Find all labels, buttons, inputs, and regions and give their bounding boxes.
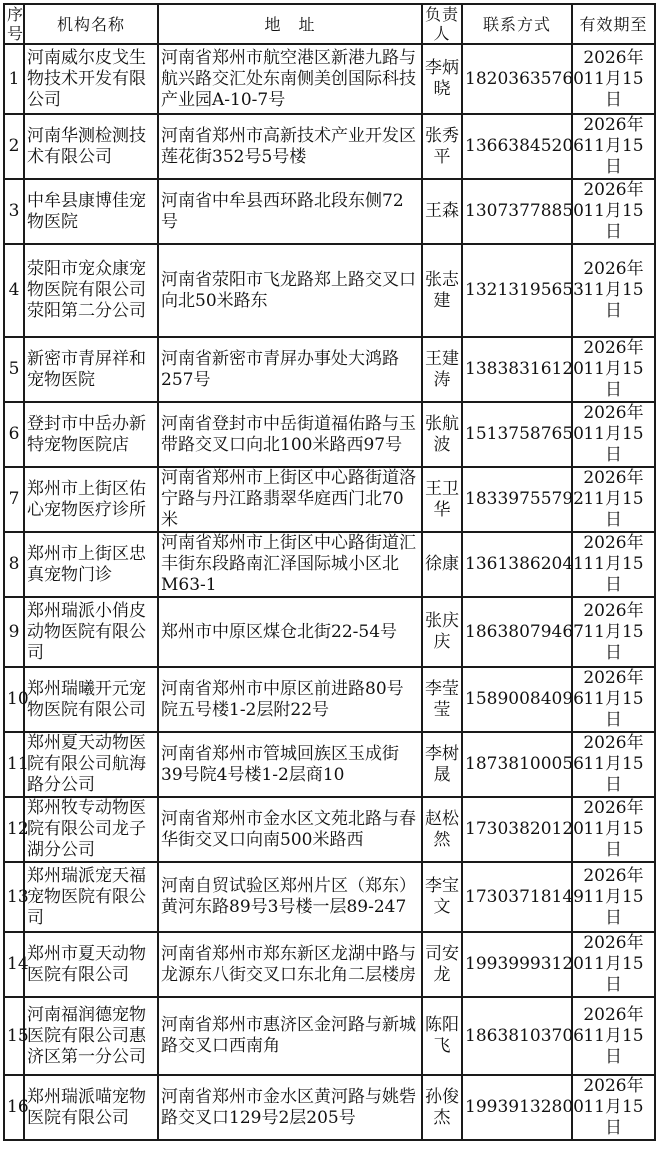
institution-address: 河南自贸试验区郑州片区（郑东）黄河东路89号3号楼一层89-247: [158, 862, 422, 932]
valid-until: 2026年11月15日: [572, 667, 655, 732]
contact-phone: 13613862041: [462, 532, 572, 597]
clinic-registry-table: [3, 3, 656, 1141]
contact-phone: 13213195653: [462, 244, 572, 337]
table-row: [4, 179, 655, 244]
person-in-charge: 张航波: [422, 402, 462, 467]
valid-until: 2026年11月15日: [572, 1075, 655, 1140]
institution-name: 荥阳市宠众康宠物医院有限公司荥阳第二分公司: [24, 244, 158, 337]
row-serial-number: 8: [4, 532, 24, 597]
institution-address: 河南省郑州市管城回族区玉成街39号院4号楼1-2层商10: [158, 732, 422, 797]
row-serial-number: 10: [4, 667, 24, 732]
person-in-charge: 李莹莹: [422, 667, 462, 732]
institution-address: 河南省郑州市上街区中心路街道汇丰街东段路南汇泽国际城小区北M63-1: [158, 532, 422, 597]
contact-phone: 13073778850: [462, 179, 572, 244]
table-row: [4, 532, 655, 597]
header-address: 地 址: [158, 4, 422, 44]
valid-until: 2026年11月15日: [572, 114, 655, 179]
person-in-charge: 徐康: [422, 532, 462, 597]
header-serial-number: 序号: [4, 4, 24, 44]
person-in-charge: 陈阳飞: [422, 997, 462, 1075]
table-body: [4, 44, 655, 1140]
valid-until: 2026年11月15日: [572, 997, 655, 1075]
row-serial-number: 13: [4, 862, 24, 932]
row-serial-number: 12: [4, 797, 24, 862]
institution-address: 河南省荥阳市飞龙路郑上路交叉口向北50米路东: [158, 244, 422, 337]
table-row: [4, 997, 655, 1075]
row-serial-number: 4: [4, 244, 24, 337]
institution-address: 河南省郑州市金水区黄河路与姚砦路交叉口129号2层205号: [158, 1075, 422, 1140]
table-row: [4, 114, 655, 179]
valid-until: 2026年11月15日: [572, 797, 655, 862]
table-row: [4, 1075, 655, 1140]
contact-phone: 17303718149: [462, 862, 572, 932]
institution-address: 河南省登封市中岳街道福佑路与玉带路交叉口向北100米路西97号: [158, 402, 422, 467]
institution-address: 河南省郑州市郑东新区龙湖中路与龙源东八街交叉口东北角二层楼房: [158, 932, 422, 997]
person-in-charge: 王森: [422, 179, 462, 244]
table-row: [4, 732, 655, 797]
contact-phone: 13663845206: [462, 114, 572, 179]
contact-phone: 18339755792: [462, 467, 572, 532]
institution-name: 郑州市上街区忠真宠物门诊: [24, 532, 158, 597]
header-contact: 联系方式: [462, 4, 572, 44]
valid-until: 2026年11月15日: [572, 244, 655, 337]
institution-name: 河南华测检测技术有限公司: [24, 114, 158, 179]
contact-phone: 19939132800: [462, 1075, 572, 1140]
valid-until: 2026年11月15日: [572, 179, 655, 244]
contact-phone: 18738100056: [462, 732, 572, 797]
institution-address: 河南省中牟县西环路北段东侧72号: [158, 179, 422, 244]
row-serial-number: 7: [4, 467, 24, 532]
contact-phone: 15890084096: [462, 667, 572, 732]
institution-name: 新密市青屏祥和宠物医院: [24, 337, 158, 402]
row-serial-number: 9: [4, 597, 24, 667]
person-in-charge: 李树晟: [422, 732, 462, 797]
institution-address: 河南省郑州市高新技术产业开发区莲花街352号5号楼: [158, 114, 422, 179]
person-in-charge: 王建涛: [422, 337, 462, 402]
institution-name: 郑州市上街区佑心宠物医疗诊所: [24, 467, 158, 532]
table-row: [4, 402, 655, 467]
institution-address: 河南省郑州市惠济区金河路与新城路交叉口西南角: [158, 997, 422, 1075]
institution-name: 中牟县康博佳宠物医院: [24, 179, 158, 244]
person-in-charge: 司安龙: [422, 932, 462, 997]
valid-until: 2026年11月15日: [572, 732, 655, 797]
valid-until: 2026年11月15日: [572, 337, 655, 402]
person-in-charge: 王卫华: [422, 467, 462, 532]
institution-address: 河南省郑州市航空港区新港九路与航兴路交汇处东南侧美创国际科技产业园A-10-7号: [158, 44, 422, 114]
institution-name: 河南福润德宠物医院有限公司惠济区第一分公司: [24, 997, 158, 1075]
contact-phone: 18638103706: [462, 997, 572, 1075]
row-serial-number: 2: [4, 114, 24, 179]
table-row: [4, 667, 655, 732]
contact-phone: 18203635760: [462, 44, 572, 114]
table-row: [4, 597, 655, 667]
person-in-charge: 李宝文: [422, 862, 462, 932]
table-row: [4, 44, 655, 114]
institution-name: 河南威尔皮戈生物技术开发有限公司: [24, 44, 158, 114]
valid-until: 2026年11月15日: [572, 862, 655, 932]
institution-name: 郑州夏天动物医院有限公司航海路分公司: [24, 732, 158, 797]
table-row: [4, 932, 655, 997]
person-in-charge: 孙俊杰: [422, 1075, 462, 1140]
table-row: [4, 467, 655, 532]
valid-until: 2026年11月15日: [572, 44, 655, 114]
contact-phone: 13838316120: [462, 337, 572, 402]
valid-until: 2026年11月15日: [572, 402, 655, 467]
valid-until: 2026年11月15日: [572, 597, 655, 667]
row-serial-number: 3: [4, 179, 24, 244]
contact-phone: 17303820120: [462, 797, 572, 862]
institution-address: 河南省新密市青屏办事处大鸿路257号: [158, 337, 422, 402]
valid-until: 2026年11月15日: [572, 532, 655, 597]
table-row: [4, 797, 655, 862]
person-in-charge: 张志建: [422, 244, 462, 337]
header-row: [4, 4, 655, 44]
row-serial-number: 15: [4, 997, 24, 1075]
person-in-charge: 李炳晓: [422, 44, 462, 114]
contact-phone: 18638079467: [462, 597, 572, 667]
institution-name: 郑州市夏天动物医院有限公司: [24, 932, 158, 997]
row-serial-number: 5: [4, 337, 24, 402]
row-serial-number: 16: [4, 1075, 24, 1140]
institution-address: 河南省郑州市上街区中心路街道洛宁路与丹江路翡翠华庭西门北70米: [158, 467, 422, 532]
valid-until: 2026年11月15日: [572, 467, 655, 532]
row-serial-number: 11: [4, 732, 24, 797]
table-row: [4, 337, 655, 402]
header-person-in-charge: 负责人: [422, 4, 462, 44]
table-header: [4, 4, 655, 44]
table-row: [4, 862, 655, 932]
table-row: [4, 244, 655, 337]
contact-phone: 19939993120: [462, 932, 572, 997]
institution-address: 河南省郑州市金水区文苑北路与春华街交叉口向南500米路西: [158, 797, 422, 862]
person-in-charge: 赵松然: [422, 797, 462, 862]
person-in-charge: 张庆庆: [422, 597, 462, 667]
row-serial-number: 1: [4, 44, 24, 114]
institution-name: 郑州瑞派小俏皮动物医院有限公司: [24, 597, 158, 667]
institution-name: 郑州瑞派宠天福宠物医院有限公司: [24, 862, 158, 932]
institution-name: 郑州瑞曦开元宠物医院有限公司: [24, 667, 158, 732]
row-serial-number: 6: [4, 402, 24, 467]
valid-until: 2026年11月15日: [572, 932, 655, 997]
header-valid-until: 有效期至: [572, 4, 655, 44]
person-in-charge: 张秀平: [422, 114, 462, 179]
institution-address: 郑州市中原区煤仓北街22-54号: [158, 597, 422, 667]
institution-name: 郑州瑞派喵宠物医院有限公司: [24, 1075, 158, 1140]
header-institution-name: 机构名称: [24, 4, 158, 44]
row-serial-number: 14: [4, 932, 24, 997]
institution-name: 郑州牧专动物医院有限公司龙子湖分公司: [24, 797, 158, 862]
contact-phone: 15137587650: [462, 402, 572, 467]
institution-name: 登封市中岳办新特宠物医院店: [24, 402, 158, 467]
institution-address: 河南省郑州市中原区前进路80号院五号楼1-2层附22号: [158, 667, 422, 732]
